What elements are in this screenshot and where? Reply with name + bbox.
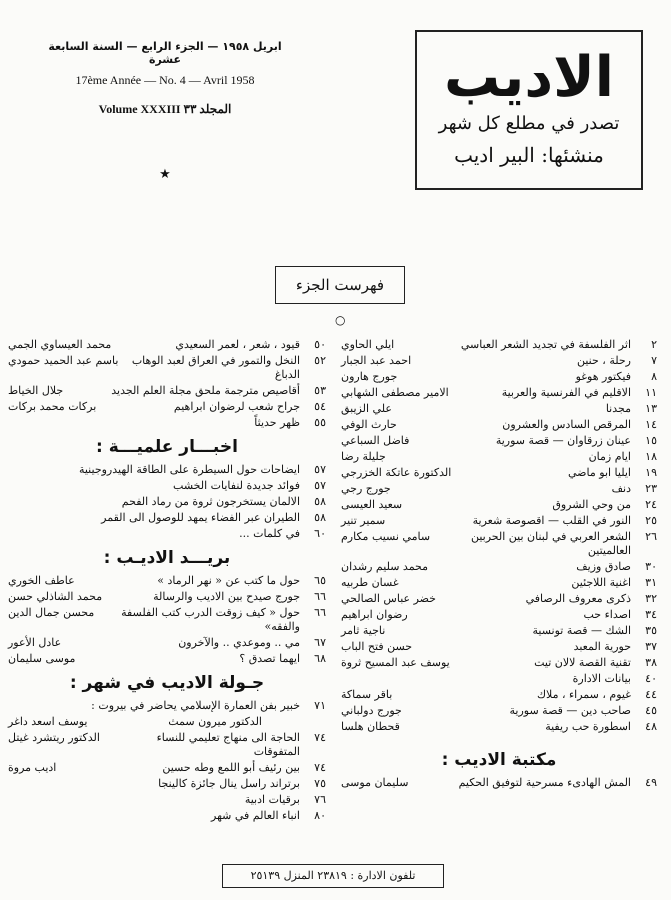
toc-entry [341, 639, 657, 655]
main-articles-section [341, 337, 657, 735]
page-number: ٥٨ [314, 495, 326, 508]
toc-entry [341, 481, 657, 497]
entry-title: الشعر العربي في لبنان بين الحربين العالميتين [470, 530, 631, 557]
page-number: ٧٥ [314, 777, 326, 790]
toc-left-column [8, 337, 326, 824]
entry-author: محمد العيساوي الجمي [8, 338, 112, 351]
magazine-logo: الاديب [444, 45, 614, 110]
entry-title: ايليا ابو ماضي [568, 466, 631, 479]
toc-entry [341, 655, 657, 671]
entry-author: سامي نسيب مكارم [341, 530, 431, 543]
entry-title: الحاجة الى منهاج تعليمي للنساء المتفوقات [156, 731, 300, 758]
entry-title: المش الهادىء مسرحية لتوفيق الحكيم [458, 776, 631, 789]
page-number: ٧١ [314, 699, 326, 712]
toc-entry [8, 353, 326, 383]
phone-box: تلفون الادارة : ٢٣٨١٩ المنزل ٢٥١٣٩ [222, 864, 444, 888]
entry-author: يوسف عبد المسيح ثروة [341, 656, 450, 669]
page-number: ٣٧ [645, 640, 657, 653]
toc-entry [8, 462, 326, 478]
toc-entry [341, 449, 657, 465]
page-number: ٦٦ [314, 590, 326, 603]
page-number: ٥٧ [314, 463, 326, 476]
toc-entry [8, 730, 326, 760]
toc-entry [341, 623, 657, 639]
page-number: ٥٥ [314, 416, 326, 429]
page-number: ٥٠ [314, 338, 326, 351]
entry-author: جورج دولباني [341, 704, 402, 717]
entry-title: ذكرى معروف الرصافي [525, 592, 631, 605]
mail-heading: بريـــد الاديـب : [103, 548, 231, 568]
page-number: ١١ [645, 386, 657, 399]
page-number: ٤٨ [645, 720, 657, 733]
toc-entry [341, 671, 657, 687]
circle-ornament: ○ [335, 313, 346, 327]
entry-author: عاطف الخوري [8, 574, 75, 587]
entry-title: حول ما كتب عن « نهر الرماد » [157, 574, 300, 587]
page-number: ٦٥ [314, 574, 326, 587]
entry-title: غيوم ، سمراء ، ملاك [536, 688, 631, 701]
page-number: ٣٥ [645, 624, 657, 637]
toc-entry [8, 337, 326, 353]
entry-title: الطيران عبر الفضاء يمهد للوصول الى القمر [101, 511, 300, 524]
page-number: ١٣ [645, 402, 657, 415]
entry-title: حول « كيف زوقت الدرب كتب الفلسفة والفقه» [121, 606, 300, 633]
entry-author: علي الزيبق [341, 402, 392, 415]
entry-author: محمد سليم رشدان [341, 560, 429, 573]
entry-title: الشك — قصة تونسية [532, 624, 631, 637]
entry-title: فوائد جديدة لنفايات الخشب [173, 479, 300, 492]
entry-title: دنف [611, 482, 631, 495]
entry-author: يوسف اسعد داغر [8, 715, 88, 728]
page-number: ١٤ [645, 418, 657, 431]
issue-date-arabic: ابريل ١٩٥٨ — الجزء الرابع — السنة السابعة عشرة [48, 40, 282, 66]
masthead [415, 30, 643, 190]
page-number: ٣٢ [645, 592, 657, 605]
page-number: ٤٥ [645, 704, 657, 717]
entry-author: غسان طربيه [341, 576, 399, 589]
toc-entry [8, 808, 326, 824]
entry-author: الدكتور ريتشرد غيتل [8, 731, 100, 744]
entry-title: جورج صيدح بين الاديب والرسالة [153, 590, 300, 603]
entry-author: جورج رجي [341, 482, 391, 495]
masthead-tagline: تصدر في مطلع كل شهر [438, 113, 620, 134]
page-number: ٧٦ [314, 793, 326, 806]
page-number: ٤٠ [645, 672, 657, 685]
toc-entry [8, 651, 326, 667]
toc-entry [8, 635, 326, 651]
science-section [8, 462, 326, 542]
entry-title: ظهر حديثاً [254, 416, 300, 429]
page-number: ٧٤ [314, 761, 326, 774]
star-ornament: ★ [159, 166, 171, 181]
page-number: ٥٧ [314, 479, 326, 492]
entry-title: ايام زمان [588, 450, 631, 463]
entry-title: من وحي الشروق [552, 498, 631, 511]
toc-entry [341, 687, 657, 703]
entry-title: المرقص السادس والعشرون [502, 418, 631, 431]
toc-entry [341, 497, 657, 513]
entry-author: محمد الشاذلي حسن [8, 590, 103, 603]
page-number: ٣٠ [645, 560, 657, 573]
entry-author: محسن جمال الدين [8, 606, 95, 619]
entry-author: فاضل السباعي [341, 434, 410, 447]
toc-entry [8, 510, 326, 526]
entry-author: خضر عباس الصالحي [341, 592, 436, 605]
entry-author: بركات محمد بركات [8, 400, 97, 413]
entry-title: ايضاحات حول السيطرة على الطاقة الهيدروجينية [78, 463, 300, 476]
toc-entry [341, 337, 657, 353]
entry-author: موسى سليمان [8, 652, 76, 665]
entry-author: حسن فتح الباب [341, 640, 413, 653]
page-number: ٦٦ [314, 606, 326, 619]
toc-entry [341, 513, 657, 529]
library-heading: مكتبة الاديب : [441, 750, 557, 770]
entry-title: الالمان يستخرجون ثروة من رماد الفحم [121, 495, 300, 508]
page-number: ٥٤ [314, 400, 326, 413]
entry-author: احمد عبد الجبار [341, 354, 412, 367]
entry-title: صاحب دين — قصة سورية [509, 704, 631, 717]
entry-author: رضوان ابراهيم [341, 608, 408, 621]
page-number: ٥٨ [314, 511, 326, 524]
science-heading: اخبـــار علميـــة : [96, 437, 238, 457]
toc-entry [341, 529, 657, 559]
toc-entry [8, 478, 326, 494]
entry-title: الاقليم في الفرنسية والعربية [501, 386, 631, 399]
toc-entry [341, 591, 657, 607]
entry-author: سعيد العيسى [341, 498, 403, 511]
entry-title: ايهما تصدق ؟ [239, 652, 300, 665]
toc-entry [8, 605, 326, 635]
volume-line: Volume XXXIII المجلد ٣٣ [98, 102, 232, 116]
toc-entry [341, 775, 657, 791]
entry-title: فيكتور هوغو [575, 370, 631, 383]
toc-entry [341, 607, 657, 623]
entry-author: باسم عبد الحميد حمودي [8, 354, 119, 367]
entry-title: رحلة ، حنين [576, 354, 631, 367]
page-number: ٦٨ [314, 652, 326, 665]
toc-entry [8, 573, 326, 589]
tour-heading: جـولة الاديب في شهر : [69, 673, 265, 693]
toc-entry [8, 760, 326, 776]
mail-section [8, 573, 326, 667]
entry-title: اصداء حب [583, 608, 631, 621]
entry-title: النور في القلب — اقصوصة شعرية [472, 514, 631, 527]
toc-entry [8, 714, 326, 730]
entry-title: انباء العالم في شهر [211, 809, 300, 822]
toc-entry [341, 559, 657, 575]
tour-section [8, 698, 326, 824]
entry-title: بين رئيف أبو اللمع وطه حسين [162, 761, 300, 774]
entry-title: اسطورة حب ريفية [545, 720, 631, 733]
toc-right-column [341, 337, 657, 791]
page-number: ١٥ [645, 434, 657, 447]
page-number: ٥٢ [314, 354, 326, 367]
entry-author: سليمان موسى [341, 776, 409, 789]
page-number: ٣٤ [645, 608, 657, 621]
entry-title: بيانات الادارة [572, 672, 631, 685]
entry-title: برتراند راسل ينال جائزة كالينجا [158, 777, 300, 790]
page-number: ٤٩ [645, 776, 657, 789]
entry-title: النخل والتمور في العراق لعبد الوهاب الدباغ [131, 354, 300, 381]
entry-author: ناجية ثامر [341, 624, 386, 637]
page-number: ٢٥ [645, 514, 657, 527]
entry-author: قحطان هلسا [341, 720, 400, 733]
entry-title: اثر الفلسفة في تجديد الشعر العباسي [460, 338, 631, 351]
page-number: ٦٠ [314, 527, 326, 540]
toc-entry [341, 465, 657, 481]
toc-title: فهرست الجزء [275, 266, 405, 304]
entry-author: اديب مروة [8, 761, 57, 774]
toc-entry [8, 494, 326, 510]
page-number: ٧ [651, 354, 657, 367]
entry-author: عادل الأعور [8, 636, 62, 649]
masthead-founder: منشئها: البير اديب [454, 143, 604, 167]
page-number: ٢٤ [645, 498, 657, 511]
toc-entry [8, 589, 326, 605]
entry-author: الدكتورة عاتكة الخزرجي [341, 466, 452, 479]
entry-title: الدكتور ميرون سمث [168, 715, 262, 728]
toc-entry [341, 433, 657, 449]
page-number [308, 714, 326, 730]
toc-entry [8, 698, 326, 714]
toc-entry [341, 703, 657, 719]
entry-title: جراح شعب لرضوان ابراهيم [173, 400, 300, 413]
page-number: ٥٣ [314, 384, 326, 397]
entry-title: حورية المعبد [573, 640, 631, 653]
entry-title: أقاصيص مترجمة ملحق مجلة العلم الجديد [111, 384, 300, 397]
page-number: ٢ [651, 338, 657, 351]
entry-title: اغنية اللاجئين [571, 576, 631, 589]
entry-author: باقر سماكة [341, 688, 393, 701]
toc-entry [341, 353, 657, 369]
toc-entry [341, 369, 657, 385]
entry-title: صادق وزيف [576, 560, 631, 573]
toc-entry [8, 776, 326, 792]
entry-author: حارث الوفي [341, 418, 397, 431]
toc-entry [341, 417, 657, 433]
entry-author: جورج هارون [341, 370, 398, 383]
toc-entry [341, 401, 657, 417]
issue-line-french: 17ème Année — No. 4 — Avril 1958 [75, 73, 255, 87]
entry-title: عينان زرقاوان — قصة سورية [495, 434, 631, 447]
entry-author: جليلة رضا [341, 450, 386, 463]
toc-entry [341, 575, 657, 591]
entry-title: خبير بفن العمارة الإسلامي يحاضر في بيروت : [91, 699, 300, 712]
toc-entry [341, 385, 657, 401]
entry-author: الامير مصطفى الشهابي [341, 386, 449, 399]
page-number: ٢٦ [645, 530, 657, 543]
page-number: ١٨ [645, 450, 657, 463]
entry-title: مي .. وموعدي .. والآخرون [178, 636, 300, 649]
toc-entry [341, 719, 657, 735]
entry-title: برقيات ادبية [244, 793, 300, 806]
page-number: ٤٤ [645, 688, 657, 701]
toc-entry [8, 415, 326, 431]
page-number: ٧٤ [314, 731, 326, 744]
page-number: ٦٧ [314, 636, 326, 649]
library-section [341, 775, 657, 791]
entry-title: تقنية القصة لالان تيت [534, 656, 631, 669]
page-number: ٨٠ [314, 809, 326, 822]
reviews-section [8, 337, 326, 431]
toc-entry [8, 399, 326, 415]
entry-author: سمير تنير [341, 514, 386, 527]
entry-title: مجدنا [605, 402, 631, 415]
entry-author: جلال الخياط [8, 384, 64, 397]
toc-entry [8, 526, 326, 542]
page-number: ٢٣ [645, 482, 657, 495]
entry-author: ايلي الحاوي [341, 338, 395, 351]
page-number: ٣١ [645, 576, 657, 589]
toc-entry [8, 792, 326, 808]
entry-title: قيود ، شعر ، لعمر السعيدي [175, 338, 300, 351]
entry-title: في كلمات ... [239, 527, 300, 540]
page-number: ٣٨ [645, 656, 657, 669]
page-number: ٨ [651, 370, 657, 383]
page-number: ١٩ [645, 466, 657, 479]
toc-entry [8, 383, 326, 399]
